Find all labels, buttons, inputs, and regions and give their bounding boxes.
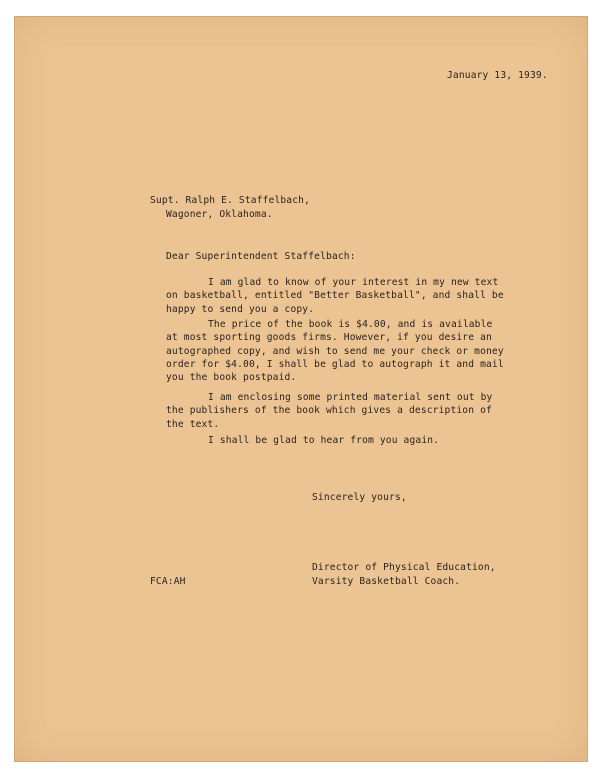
paragraph-2 <box>166 318 504 384</box>
paragraph-line: the text. <box>166 418 220 430</box>
paragraph-line: at most sporting goods firms. However, if you desire an <box>166 332 492 344</box>
paragraph-line: The price of the book is $4.00, and is available <box>208 319 493 330</box>
paragraph-line: the publishers of the book which gives a description of <box>166 405 492 417</box>
salutation: Dear Superintendent Staffelbach: <box>166 251 356 262</box>
paragraph-line: autographed copy, and wish to send me your check or money <box>166 345 504 357</box>
reference-initials: FCA:AH <box>150 576 186 587</box>
paragraph-line: you the book postpaid. <box>166 372 297 384</box>
paragraph-4 <box>166 434 439 447</box>
paragraph-line: order for $4.00, I shall be glad to autograph it and mail <box>166 358 504 370</box>
letter-date: January 13, 1939. <box>447 70 548 81</box>
paragraph-line: on basketball, entitled "Better Basketball", and shall be <box>166 290 504 302</box>
recipient-location: Wagoner, Oklahoma. <box>166 209 273 220</box>
paragraph-line: happy to send you a copy. <box>166 303 315 315</box>
paragraph-line: I am glad to know of your interest in my new text <box>208 277 499 288</box>
signature-title-1: Director of Physical Education, <box>312 562 496 573</box>
letter-page <box>14 16 588 762</box>
recipient-name: Supt. Ralph E. Staffelbach, <box>150 195 310 206</box>
paragraph-3 <box>166 391 492 431</box>
paragraph-line: I shall be glad to hear from you again. <box>208 435 440 446</box>
paragraph-1 <box>166 276 504 316</box>
closing: Sincerely yours, <box>312 492 407 503</box>
paragraph-line: I am enclosing some printed material sent out by <box>208 392 493 403</box>
signature-title-2: Varsity Basketball Coach. <box>312 576 461 587</box>
